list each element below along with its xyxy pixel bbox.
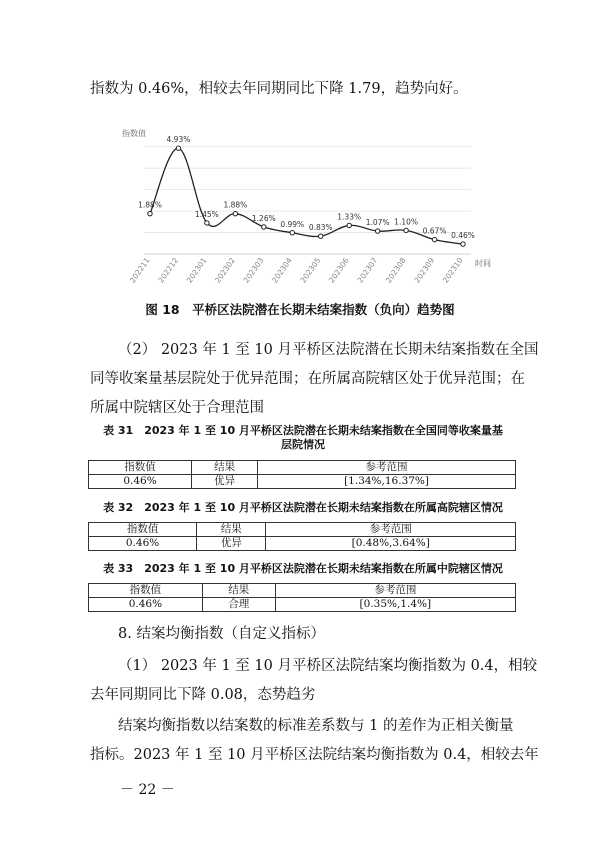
table33 [88, 583, 516, 612]
table-cell: 0.46% [89, 537, 197, 551]
table-header-cell: 指数值 [89, 461, 192, 475]
data-points [148, 146, 465, 246]
table-header-cell: 结果 [192, 461, 258, 475]
data-labels [138, 135, 475, 240]
table-cell: 合理 [202, 598, 275, 612]
data-label: 4.93% [166, 135, 191, 145]
table-row [89, 598, 516, 612]
x-tick-label: 202302 [213, 255, 238, 285]
y-axis-label: 指数值 [122, 129, 146, 138]
series-line [150, 148, 463, 244]
table31-caption-line2: 层院情况 [281, 438, 325, 451]
data-label: 1.07% [365, 218, 390, 228]
data-point [461, 242, 465, 246]
table-header-cell: 结果 [197, 523, 266, 537]
x-tick-label: 202307 [355, 255, 380, 285]
x-tick-label: 202305 [298, 255, 323, 285]
data-label: 0.46% [451, 231, 475, 241]
data-label: 1.33% [337, 212, 362, 222]
x-tick-label: 202212 [156, 255, 181, 285]
table-header-row [89, 523, 516, 537]
x-tick-label: 202301 [184, 255, 209, 285]
para4-line1: 结案均衡指数以结案数的标准差系数与 1 的差作为正相关衡量 [118, 718, 514, 734]
x-tick-labels [128, 256, 465, 285]
x-tick-label: 202310 [440, 255, 465, 285]
table-header-cell: 参考范围 [266, 523, 516, 537]
data-point [319, 234, 323, 238]
data-label: 1.10% [394, 217, 419, 227]
x-tick-label: 202308 [383, 255, 408, 285]
data-point [205, 221, 209, 225]
table-header-cell: 指数值 [89, 584, 203, 598]
data-point [404, 228, 408, 232]
data-point [233, 211, 237, 215]
x-tick-label: 202309 [412, 255, 437, 285]
trend-chart [118, 122, 500, 292]
data-point [375, 229, 379, 233]
paragraph-top: 指数为 0.46%，相较去年同期同比下降 1.79，趋势向好。 [90, 81, 468, 97]
table31-caption-line1: 表 31 2023 年 1 至 10 月平桥区法院潜在长期未结案指数在全国同等收案量基 [103, 424, 503, 437]
table32 [88, 522, 516, 551]
data-point [262, 225, 266, 229]
table-header-cell: 指数值 [89, 523, 197, 537]
para2-line3: 所属中院辖区处于合理范围 [90, 400, 264, 416]
table-header-cell: 结果 [202, 584, 275, 598]
table-cell: [1.34%,16.37%] [258, 475, 516, 489]
data-point [347, 223, 351, 227]
table-row [89, 475, 516, 489]
x-tick-label: 202306 [327, 255, 351, 285]
para3-line2: 去年同期同比下降 0.08，态势趋劣 [90, 687, 316, 703]
x-tick-label: 202304 [270, 255, 294, 285]
data-label: 1.88% [223, 200, 248, 210]
data-label: 0.83% [308, 223, 333, 233]
table-cell: 0.46% [89, 475, 192, 489]
table-header-row [89, 584, 516, 598]
data-point [176, 146, 180, 150]
table-header-row [89, 461, 516, 475]
para2-line1: （2） 2023 年 1 至 10 月平桥区法院潜在长期未结案指数在全国 [118, 342, 539, 358]
table-cell: 优异 [197, 537, 266, 551]
data-label: 1.88% [138, 200, 162, 210]
para2-line2: 同等收案量基层院处于优异范围；在所属高院辖区处于优异范围；在 [90, 371, 525, 387]
table-header-cell: 参考范围 [275, 584, 515, 598]
table-cell: [0.35%,1.4%] [275, 598, 515, 612]
table32-caption: 表 32 2023 年 1 至 10 月平桥区法院潜在长期未结案指数在所属高院辖区情况 [103, 501, 503, 514]
table-cell: 0.46% [89, 598, 203, 612]
data-point [148, 211, 152, 215]
chart-grid [144, 147, 471, 254]
table-cell: 优异 [192, 475, 258, 489]
table-header-cell: 参考范围 [258, 461, 516, 475]
table-row [89, 537, 516, 551]
para4-line2: 指标。2023 年 1 至 10 月平桥区法院结案均衡指数为 0.4，相较去年 [90, 747, 539, 763]
table33-caption: 表 33 2023 年 1 至 10 月平桥区法院潜在长期未结案指数在所属中院辖区情况 [103, 562, 503, 575]
page-number: － 22 － [120, 782, 175, 798]
data-label: 1.26% [251, 213, 276, 223]
data-label: 0.99% [280, 219, 305, 229]
para3-line1: （1） 2023 年 1 至 10 月平桥区法院结案均衡指数为 0.4，相较 [118, 658, 538, 674]
data-label: 1.45% [194, 209, 219, 219]
data-point [432, 237, 436, 241]
x-tick-label: 202303 [241, 255, 266, 285]
data-point [290, 231, 294, 235]
x-axis-label: 时间 [475, 259, 491, 268]
data-label: 0.67% [422, 226, 447, 236]
table-cell: [0.48%,3.64%] [266, 537, 516, 551]
section-heading: 8. 结案均衡指数（自定义指标） [118, 626, 325, 642]
table31 [88, 460, 516, 489]
x-tick-label: 202211 [127, 255, 152, 285]
figure-caption: 图 18 平桥区法院潜在长期未结案指数（负向）趋势图 [145, 302, 455, 317]
